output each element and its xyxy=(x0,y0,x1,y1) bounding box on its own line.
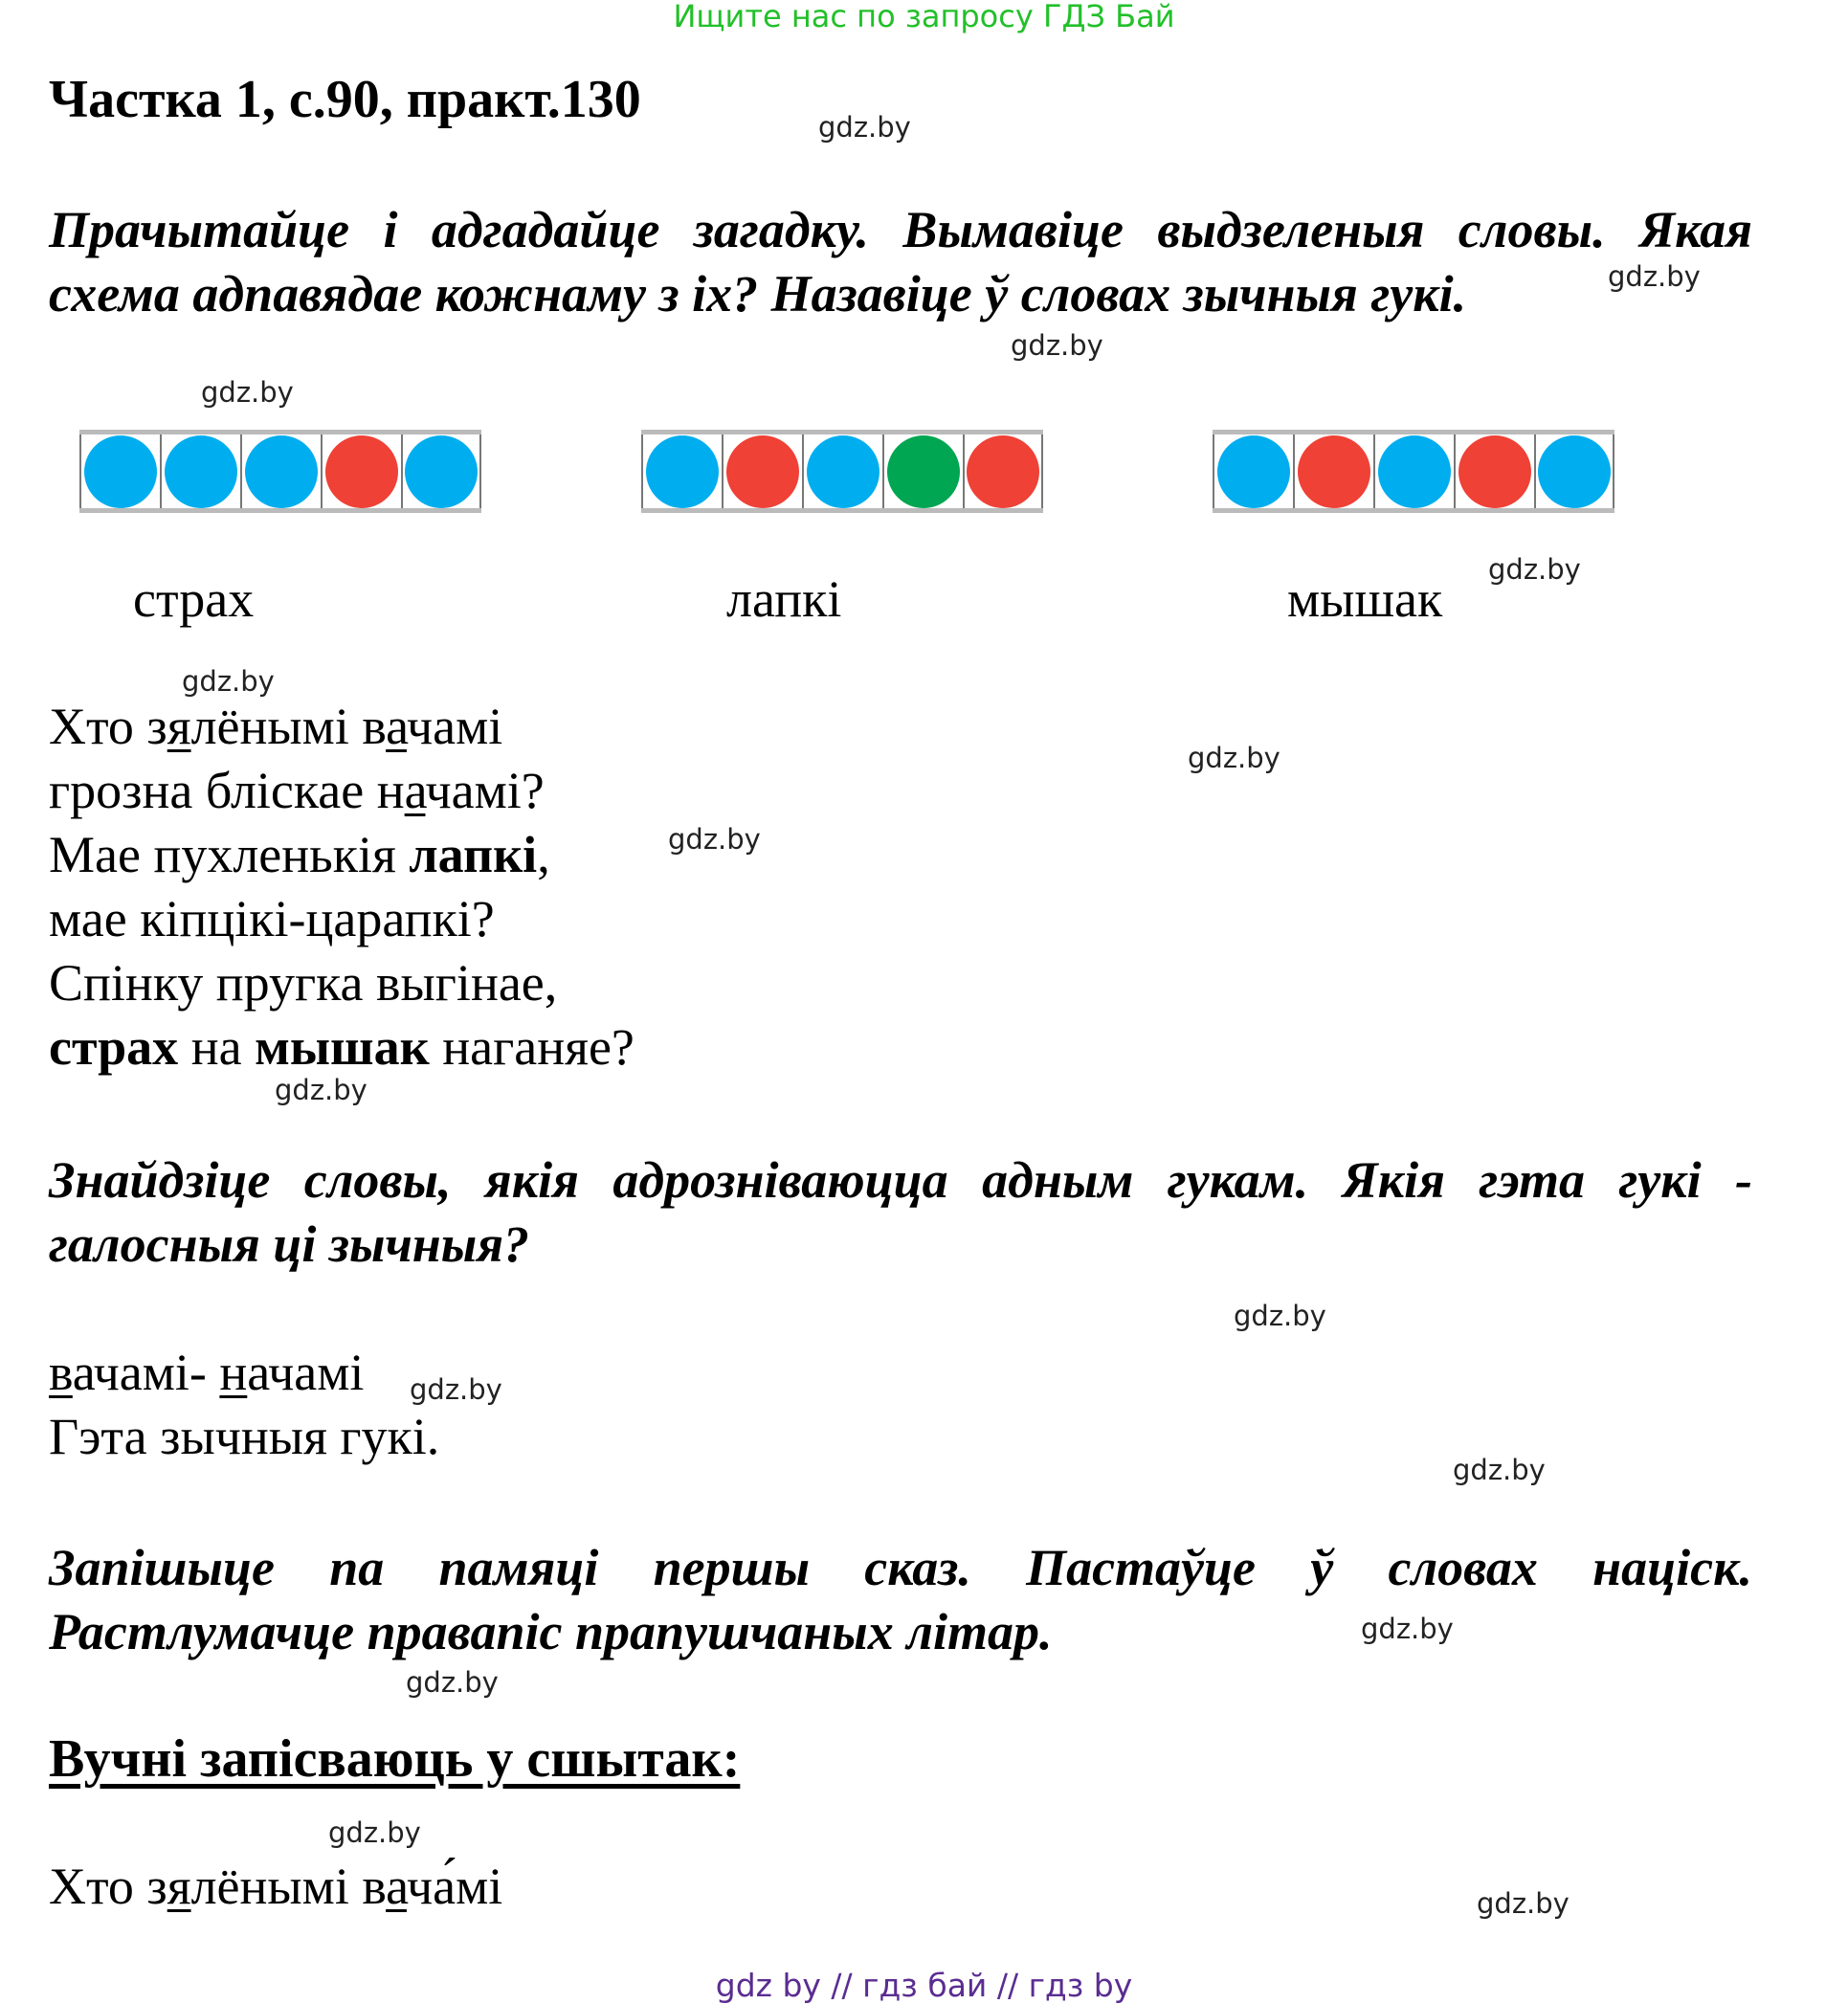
text-segment: лёнымі в xyxy=(190,1858,387,1915)
page-title: Частка 1, с.90, практ.130 xyxy=(49,70,641,129)
underlined-letter: а xyxy=(386,1858,407,1915)
scheme-word-strakh: страх xyxy=(133,570,255,628)
text-segment: чамі xyxy=(406,698,503,755)
watermark: gdz.by xyxy=(1488,553,1581,586)
task2-line2: галосныя ці зычныя? xyxy=(49,1215,530,1273)
text-segment: лёнымі в xyxy=(190,698,387,755)
poem-line xyxy=(49,953,557,1013)
red-circle-icon xyxy=(967,435,1039,508)
text-segment: Спінку пругка выгінае, xyxy=(49,954,558,1012)
watermark: gdz.by xyxy=(328,1816,421,1849)
scheme-cell xyxy=(321,434,401,508)
notebook-heading: Вучні запісваюць у сшытак: xyxy=(49,1729,741,1789)
top-banner: Ищите нас по запросу ГДЗ Бай xyxy=(673,0,1175,34)
poem-line xyxy=(49,761,545,820)
scheme-cell xyxy=(1534,434,1614,508)
blue-circle-icon xyxy=(245,435,318,508)
scheme-cell xyxy=(802,434,882,508)
underlined-letter: я xyxy=(167,1858,191,1915)
watermark: gdz.by xyxy=(668,823,761,856)
watermark: gdz.by xyxy=(410,1373,502,1406)
poem-line xyxy=(49,825,550,884)
highlighted-word: лапкі xyxy=(409,826,538,883)
text-segment: Гэта зычныя гукі. xyxy=(49,1408,440,1465)
watermark: gdz.by xyxy=(1477,1887,1570,1920)
scheme-cell xyxy=(160,434,240,508)
poem-line xyxy=(49,1017,635,1077)
watermark: gdz.by xyxy=(1188,742,1280,774)
highlighted-word: страх xyxy=(49,1018,179,1076)
red-circle-icon xyxy=(726,435,799,508)
text-segment: Хто з xyxy=(49,698,167,755)
scheme-cell xyxy=(722,434,802,508)
red-circle-icon xyxy=(325,435,398,508)
watermark: gdz.by xyxy=(1608,260,1701,293)
underlined-letter: а xyxy=(404,762,426,819)
scheme-cell xyxy=(79,434,160,508)
text-segment: Хто з xyxy=(49,1858,167,1915)
task1-line1: Прачытайце і адгадайце загадку. Вымавіце выдзеленыя словы. Якая xyxy=(49,201,1752,258)
scheme-cell xyxy=(882,434,963,508)
sound-scheme-myshak xyxy=(1213,430,1614,513)
watermark: gdz.by xyxy=(275,1074,367,1106)
blue-circle-icon xyxy=(807,435,879,508)
scheme-cell xyxy=(1293,434,1373,508)
green-circle-icon xyxy=(887,435,960,508)
poem-line xyxy=(49,889,495,948)
text-segment: на xyxy=(178,1018,256,1076)
underlined-letter: а xyxy=(386,698,407,755)
watermark: gdz.by xyxy=(1234,1300,1326,1332)
poem-line xyxy=(49,697,502,756)
watermark: gdz.by xyxy=(1011,329,1103,362)
scheme-cell xyxy=(641,434,722,508)
watermark: gdz.by xyxy=(1361,1613,1454,1645)
sound-scheme-lapki xyxy=(641,430,1043,513)
task3-instruction xyxy=(49,1536,1752,1664)
watermark: gdz.by xyxy=(201,376,294,409)
blue-circle-icon xyxy=(646,435,719,508)
scheme-cell xyxy=(1454,434,1534,508)
underlined-letter: в xyxy=(49,1344,73,1401)
watermark: gdz.by xyxy=(406,1666,499,1699)
text-segment: чамі? xyxy=(425,762,545,819)
scheme-cell xyxy=(1373,434,1454,508)
scheme-word-myshak: мышак xyxy=(1287,570,1443,628)
text-segment: , xyxy=(537,826,550,883)
scheme-cell xyxy=(963,434,1043,508)
sound-scheme-strakh xyxy=(79,430,481,513)
answer2-line xyxy=(49,1343,364,1402)
scheme-word-lapki: лапкі xyxy=(726,570,842,628)
watermark: gdz.by xyxy=(182,665,275,698)
task2-line1: Знайдзіце словы, якія адрозніваюцца адным гукам. Якія гэта гукі - xyxy=(49,1151,1752,1209)
scheme-cell xyxy=(240,434,321,508)
watermark: gdz.by xyxy=(1453,1454,1546,1486)
answer3-line xyxy=(49,1857,502,1916)
highlighted-word: мышак xyxy=(255,1018,430,1076)
underlined-letter: я xyxy=(167,698,191,755)
blue-circle-icon xyxy=(1378,435,1451,508)
task1-instruction xyxy=(49,198,1752,326)
scheme-cell xyxy=(401,434,481,508)
text-segment: Мае пухленькія xyxy=(49,826,410,883)
red-circle-icon xyxy=(1458,435,1531,508)
blue-circle-icon xyxy=(1538,435,1611,508)
text-segment: ачамі- xyxy=(72,1344,220,1401)
watermark: gdz.by xyxy=(818,111,911,144)
red-circle-icon xyxy=(1298,435,1370,508)
blue-circle-icon xyxy=(84,435,157,508)
answer2-line xyxy=(49,1407,439,1466)
text-segment: ачамі xyxy=(247,1344,365,1401)
task3-line1: Запішыце па памяці першы сказ. Пастаўце ў словах націск. xyxy=(49,1539,1752,1596)
task1-line2: схема адпавядае кожнаму з іх? Назавіце ў словах зычныя гукі. xyxy=(49,265,1467,323)
text-segment: наганяе? xyxy=(429,1018,635,1076)
blue-circle-icon xyxy=(405,435,478,508)
text-segment: мае кіпцікі-царапкі? xyxy=(49,890,495,947)
blue-circle-icon xyxy=(1217,435,1290,508)
footer-links: gdz by // гдз бай // гдз by xyxy=(715,1967,1133,2004)
underlined-letter: н xyxy=(219,1344,248,1401)
blue-circle-icon xyxy=(165,435,237,508)
task3-line2: Растлумачце правапіс прапушчаных літар. xyxy=(49,1603,1053,1660)
text-segment: ча́мі xyxy=(406,1858,503,1915)
text-segment: грозна бліскае н xyxy=(49,762,405,819)
task2-instruction xyxy=(49,1148,1752,1277)
scheme-cell xyxy=(1213,434,1293,508)
